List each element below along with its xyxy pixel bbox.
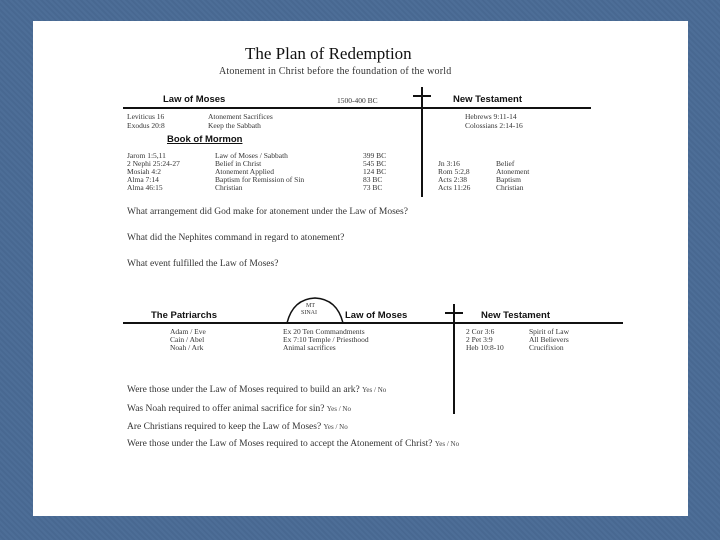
- nt-ref: 2 Pet 3:9: [466, 335, 493, 344]
- cross-icon: [421, 87, 423, 197]
- nt-desc: Crucifixion: [529, 343, 564, 352]
- nt-ref: Rom 5:2,8: [438, 167, 470, 176]
- bom-date: 124 BC: [363, 167, 387, 176]
- mountain-label: MT: [306, 303, 315, 309]
- slide-page: [33, 21, 688, 516]
- bom-desc: Christian: [215, 183, 243, 192]
- nt-desc: Belief: [496, 159, 515, 168]
- nt-desc: Atonement: [496, 167, 530, 176]
- mountain-label: SINAI: [301, 310, 317, 316]
- question: Are Christians required to keep the Law of Moses? Yes / No: [127, 422, 348, 432]
- timeline1-law-of-moses-header: Law of Moses: [163, 94, 226, 105]
- cross-bar: [445, 312, 463, 314]
- yes-no-answer: Yes / No: [434, 440, 460, 448]
- nt-desc: Baptism: [496, 175, 522, 184]
- nt-ref: Acts 2:38: [438, 175, 467, 184]
- patriarch-row: Adam / Eve: [170, 327, 206, 336]
- cross-icon: [453, 304, 455, 414]
- desc-left-2: Keep the Sabbath: [208, 121, 261, 130]
- nt-desc: Spirit of Law: [529, 327, 569, 336]
- bom-date: 545 BC: [363, 159, 387, 168]
- nt-desc: All Believers: [529, 335, 569, 344]
- timeline1-new-testament-header: New Testament: [453, 94, 522, 105]
- page-title: The Plan of Redemption: [245, 44, 412, 63]
- ref-left-1: Leviticus 16: [127, 112, 165, 121]
- bom-desc: Atonement Applied: [215, 167, 274, 176]
- question: What did the Nephites command in regard to atonement?: [127, 233, 345, 243]
- question: Were those under the Law of Moses required to accept the Atonement of Christ? Yes / No: [127, 439, 460, 449]
- timeline1-line: [123, 107, 591, 109]
- question: Were those under the Law of Moses required to build an ark? Yes / No: [127, 385, 387, 395]
- law-row: Ex 7:10 Temple / Priesthood: [283, 335, 369, 344]
- nt-ref: 2 Cor 3:6: [466, 327, 495, 336]
- yes-no-answer: Yes / No: [326, 405, 351, 413]
- book-of-mormon-header: Book of Mormon: [167, 134, 243, 145]
- bom-ref: 2 Nephi 25:24-27: [127, 159, 180, 168]
- ref-right-2: Colossians 2:14-16: [465, 121, 523, 130]
- bom-date: 399 BC: [363, 151, 387, 160]
- timeline2-line: [123, 322, 623, 324]
- bom-date: 73 BC: [363, 183, 383, 192]
- bom-ref: Alma 7:14: [127, 175, 159, 184]
- desc-left-1: Atonement Sacrifices: [208, 112, 273, 121]
- nt-desc: Christian: [496, 183, 524, 192]
- timeline2-new-testament-header: New Testament: [481, 310, 550, 321]
- bom-ref: Jarom 1:5,11: [127, 151, 166, 160]
- bom-desc: Law of Moses / Sabbath: [215, 151, 288, 160]
- question: What arrangement did God make for atonement under the Law of Moses?: [127, 207, 408, 217]
- bom-date: 83 BC: [363, 175, 383, 184]
- yes-no-answer: Yes / No: [362, 386, 387, 394]
- nt-ref: Acts 11:26: [438, 183, 471, 192]
- bom-ref: Alma 46:15: [127, 183, 163, 192]
- page-subtitle: Atonement in Christ before the foundation of the world: [219, 66, 452, 77]
- ref-right-1: Hebrews 9:11-14: [465, 112, 517, 121]
- ref-left-2: Exodus 20:8: [127, 121, 165, 130]
- timeline2-law-of-moses-header: Law of Moses: [345, 310, 408, 321]
- law-row: Ex 20 Ten Commandments: [283, 327, 365, 336]
- patriarch-row: Cain / Abel: [170, 335, 205, 344]
- bom-desc: Baptism for Remission of Sin: [215, 175, 305, 184]
- bom-desc: Belief in Christ: [215, 159, 262, 168]
- question: Was Noah required to offer animal sacrifice for sin? Yes / No: [127, 404, 351, 414]
- patriarch-row: Noah / Ark: [170, 343, 204, 352]
- bom-ref: Mosiah 4:2: [127, 167, 161, 176]
- yes-no-answer: Yes / No: [323, 423, 348, 431]
- nt-ref: Heb 10:8-10: [466, 343, 504, 352]
- timeline2-patriarchs-header: The Patriarchs: [151, 310, 217, 321]
- cross-bar: [413, 95, 431, 97]
- question: What event fulfilled the Law of Moses?: [127, 259, 279, 269]
- law-row: Animal sacrifices: [283, 343, 336, 352]
- timeline1-date-range: 1500-400 BC: [337, 96, 378, 105]
- nt-ref: Jn 3:16: [438, 159, 460, 168]
